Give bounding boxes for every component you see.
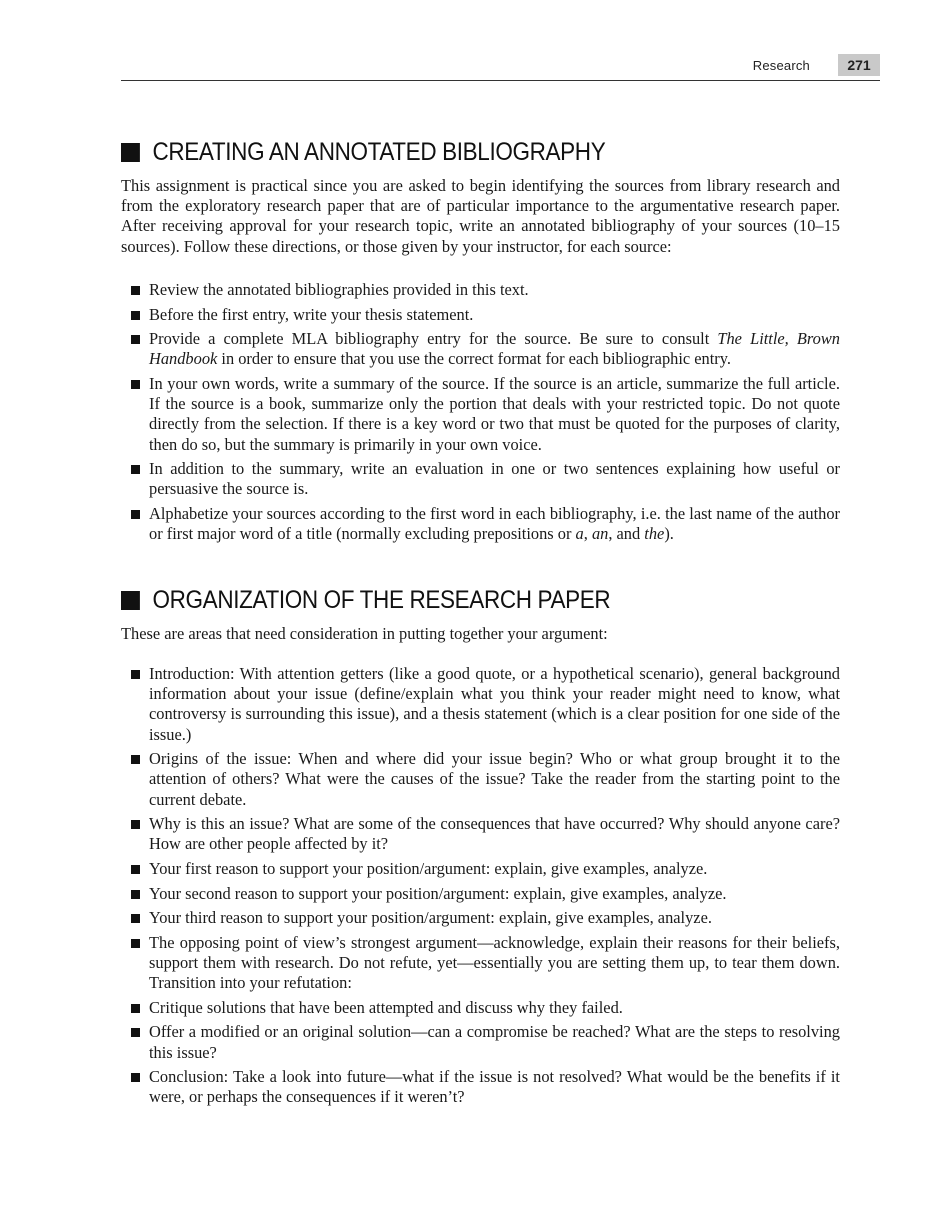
list-item: Before the first entry, write your thesis statement. xyxy=(121,305,840,325)
list-item: Critique solutions that have been attempted and discuss why they failed. xyxy=(121,998,840,1018)
list-item: Introduction: With attention getters (like a good quote, or a hypothetical scenario), general background information about your issue (define/explain what you think your reader might need to know, what controversy is surrounding this issue), and a thesis statement (which is a clear position for one side of the issue.) xyxy=(121,664,840,745)
section-heading-text: ORGANIZATION OF THE RESEARCH PAPER xyxy=(152,586,611,614)
bullet-square-icon xyxy=(131,914,140,923)
bullet-square-icon xyxy=(131,510,140,519)
list-item: In addition to the summary, write an evaluation in one or two sentences explaining how useful or persuasive the source is. xyxy=(121,459,840,499)
section-heading-text: CREATING AN ANNOTATED BIBLIOGRAPHY xyxy=(152,138,606,166)
list-item: Conclusion: Take a look into future—what if the issue is not resolved? What would be the benefits if it were, or perhaps the consequences if it weren’t? xyxy=(121,1067,840,1107)
bullet-square-icon xyxy=(131,820,140,829)
list-item: The opposing point of view’s strongest argument—acknowledge, explain their reasons for their beliefs, support them with research. Do not refute, yet—essentially you are setting them up, to tear them down. Transition into your refutation: xyxy=(121,933,840,994)
bullet-square-icon xyxy=(131,465,140,474)
section-intro-paragraph: This assignment is practical since you are asked to begin identifying the sources from library research and from the exploratory research paper that are of particular importance to the argumentative research paper. After receiving approval for your research topic, write an annotated bibliography of your sources (10–15 sources). Follow these directions, or those given by your instructor, for each source: xyxy=(121,176,840,256)
running-head xyxy=(121,54,880,81)
bullet-square-icon xyxy=(131,1004,140,1013)
list-item: Your second reason to support your position/argument: explain, give examples, analyze. xyxy=(121,884,840,904)
list-item: Your third reason to support your position/argument: explain, give examples, analyze. xyxy=(121,908,840,928)
list-item: In your own words, write a summary of the source. If the source is an article, summarize the full article. If the source is a book, summarize only the portion that deals with your restricted topic. Do not quote directly from the selection. If there is a key word or two that must be quoted for the purposes of clarity, then do so, but the summary is primarily in your own voice. xyxy=(121,374,840,455)
heading-square-icon xyxy=(121,591,140,610)
list-item: Offer a modified or an original solution—can a compromise be reached? What are the steps to resolving this issue? xyxy=(121,1022,840,1062)
bullet-square-icon xyxy=(131,755,140,764)
section-heading-annotated-bibliography xyxy=(121,138,768,167)
research-paper-organization-list xyxy=(121,664,840,1112)
bullet-square-icon xyxy=(131,890,140,899)
bullet-square-icon xyxy=(131,286,140,295)
bullet-square-icon xyxy=(131,380,140,389)
list-item: Why is this an issue? What are some of the consequences that have occurred? Why should anyone care? How are other people affected by it? xyxy=(121,814,840,854)
bullet-square-icon xyxy=(131,311,140,320)
section-intro-paragraph: These are areas that need consideration in putting together your argument: xyxy=(121,624,608,643)
bullet-square-icon xyxy=(131,335,140,344)
page-number: 271 xyxy=(838,54,880,76)
list-item: Origins of the issue: When and where did your issue begin? Who or what group brought it to the attention of others? What were the causes of the issue? Take the reader from the starting point to the current debate. xyxy=(121,749,840,810)
bullet-square-icon xyxy=(131,939,140,948)
bullet-square-icon xyxy=(131,1073,140,1082)
list-item: Review the annotated bibliographies provided in this text. xyxy=(121,280,840,300)
bullet-square-icon xyxy=(131,1028,140,1037)
bullet-square-icon xyxy=(131,865,140,874)
list-item: Provide a complete MLA bibliography entry for the source. Be sure to consult The Little, Brown Handbook in order to ensure that you use the correct format for each bibliographic entry. xyxy=(121,329,840,369)
list-item: Your first reason to support your position/argument: explain, give examples, analyze. xyxy=(121,859,840,879)
book-title: The Little, Brown Handbook xyxy=(149,329,840,369)
section-heading-organization xyxy=(121,586,768,615)
list-item: Alphabetize your sources according to the first word in each bibliography, i.e. the last name of the author or first major word of a title (normally excluding prepositions or a, an, and the). xyxy=(121,504,840,544)
running-head-section: Research xyxy=(752,58,810,73)
heading-square-icon xyxy=(121,143,140,162)
annotated-bibliography-list xyxy=(121,280,840,549)
bullet-square-icon xyxy=(131,670,140,679)
